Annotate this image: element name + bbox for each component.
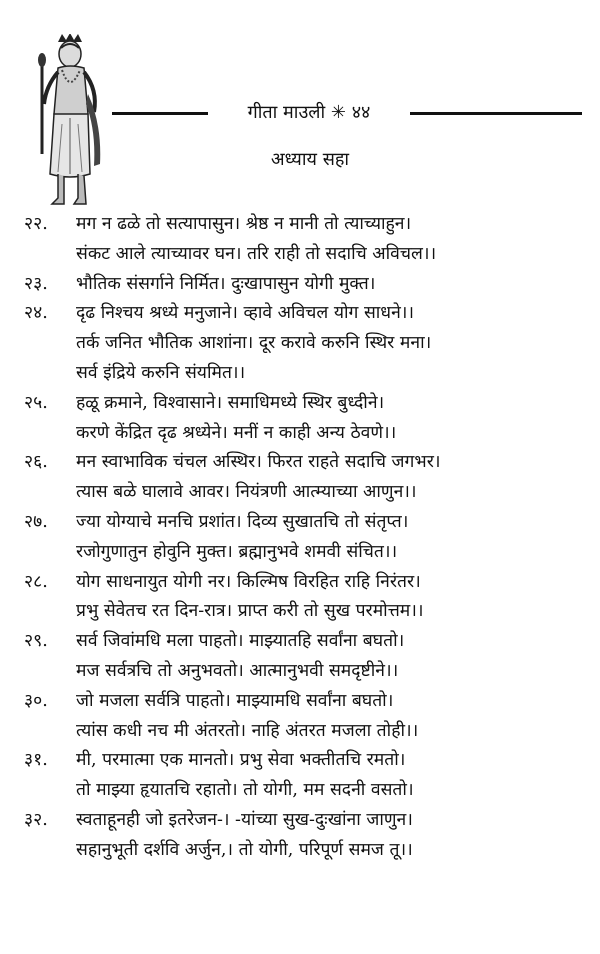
verse-line xyxy=(24,478,588,508)
verse-line xyxy=(24,597,588,627)
verse-line xyxy=(24,448,588,478)
verse-text: प्रभु सेवेतच रत दिन-रात्र। प्राप्त करी तो सुख परमोत्तम।। xyxy=(76,601,424,622)
krishna-illustration xyxy=(28,34,112,210)
verse-text: संकट आले त्याच्यावर घन। तरि राही तो सदाचि अविचल।। xyxy=(76,243,437,264)
verse-27 xyxy=(24,508,588,568)
verse-text: रजोगुणातुन होवुनि मुक्त। ब्रह्मानुभवे शमवी संचित।। xyxy=(76,541,398,562)
verse-25 xyxy=(24,389,588,449)
verse-line xyxy=(24,746,588,776)
verse-text: मी, परमात्मा एक मानतो। प्रभु सेवा भक्तीतचि रमतो। xyxy=(76,750,406,771)
verse-text: तो माझ्या हृयातचि रहातो। तो योगी, मम सदनी वसतो। xyxy=(76,780,414,801)
verse-number: २२. xyxy=(24,214,48,234)
header-rule-right xyxy=(410,112,582,115)
verse-line xyxy=(24,836,588,866)
verse-number: २६. xyxy=(24,452,48,473)
header-rule-left xyxy=(112,112,208,115)
verse-line xyxy=(24,240,588,270)
verse-number: २८. xyxy=(24,571,48,592)
verse-text: तर्क जनित भौतिक आशांना। दूर करावे करुनि स्थिर मना। xyxy=(76,333,432,354)
verse-number: २३. xyxy=(24,273,48,294)
verse-text: स्वताहूनही जो इतरेजन-। -यांच्या सुख-दुःखांना जाणुन। xyxy=(76,809,413,830)
verse-line xyxy=(24,210,588,240)
verse-22 xyxy=(24,210,588,270)
verse-line xyxy=(24,270,588,300)
verse-number: २७. xyxy=(24,511,48,532)
verse-29 xyxy=(24,627,588,687)
verse-text: सर्व जिवांमधि मला पाहतो। माझ्यातहि सर्वांना बघतो। xyxy=(76,631,405,652)
verse-line xyxy=(24,359,588,389)
verse-text: दृढ निश्चय श्रध्ये मनुजाने। व्हावे अविचल योग साधने।। xyxy=(76,303,415,324)
chapter-title: अध्याय सहा xyxy=(270,149,350,170)
verse-line xyxy=(24,806,588,836)
verse-text: सहानुभूती दर्शवि अर्जुन,। तो योगी, परिपूर्ण समज तू।। xyxy=(76,839,413,860)
verse-text: सर्व इंद्रिये करुनि संयमित।। xyxy=(76,362,246,383)
verse-text: हळू क्रमाने, विश्वासाने। समाधिमध्ये स्थिर बुध्दीने। xyxy=(76,392,385,413)
verse-text: मज सर्वत्रचि तो अनुभवतो। आत्मानुभवी समदृष्टीने।। xyxy=(76,660,399,681)
verse-line xyxy=(24,508,588,538)
verse-text: त्यास बळे घालावे आवर। नियंत्रणी आत्म्याच्या आणुन।। xyxy=(76,482,417,503)
verse-text: भौतिक संसर्गाने निर्मित। दुःखापासुन योगी मुक्त। xyxy=(76,273,376,294)
page-header xyxy=(0,0,600,190)
verse-text: जो मजला सर्वत्रि पाहतो। माझ्यामधि सर्वांना बघतो। xyxy=(76,690,394,711)
verse-number: ३१. xyxy=(24,750,48,771)
verse-28 xyxy=(24,568,588,628)
verse-26 xyxy=(24,448,588,508)
verse-line xyxy=(24,717,588,747)
verse-line xyxy=(24,419,588,449)
verse-line xyxy=(24,389,588,419)
verse-line xyxy=(24,568,588,598)
verse-number: २५. xyxy=(24,392,48,413)
verse-32 xyxy=(24,806,588,866)
running-title: गीता माउली ✳ ४४ xyxy=(247,102,371,123)
verse-line xyxy=(24,329,588,359)
verse-text: ज्या योग्याचे मनचि प्रशांत। दिव्य सुखातचि तो संतृप्त। xyxy=(76,511,409,532)
verse-text: मग न ढळे तो सत्यापासुन। श्रेष्ठ न मानी तो त्याच्याहुन। xyxy=(76,214,412,234)
verse-30 xyxy=(24,687,588,747)
verse-line xyxy=(24,627,588,657)
verse-23 xyxy=(24,270,588,300)
verse-number: ३२. xyxy=(24,809,48,830)
verse-line xyxy=(24,776,588,806)
verse-line xyxy=(24,687,588,717)
verse-line xyxy=(24,538,588,568)
verse-text: करणे केंद्रित दृढ श्रध्येने। मनीं न काही अन्य ठेवणे।। xyxy=(76,422,397,443)
verse-31 xyxy=(24,746,588,806)
verse-line xyxy=(24,657,588,687)
verse-text: मन स्वाभाविक चंचल अस्थिर। फिरत राहते सदाचि जगभर। xyxy=(76,452,441,473)
verse-24 xyxy=(24,299,588,388)
verse-text: योग साधनायुत योगी नर। किल्मिष विरहित राहि निरंतर। xyxy=(76,571,421,592)
verse-number: २४. xyxy=(24,303,48,324)
verse-number: ३०. xyxy=(24,690,48,711)
verse-number: २९. xyxy=(24,631,48,652)
verse-line xyxy=(24,299,588,329)
verse-list xyxy=(24,210,588,866)
verse-text: त्यांस कधी नच मी अंतरतो। नाहि अंतरत मजला तोही।। xyxy=(76,720,419,741)
